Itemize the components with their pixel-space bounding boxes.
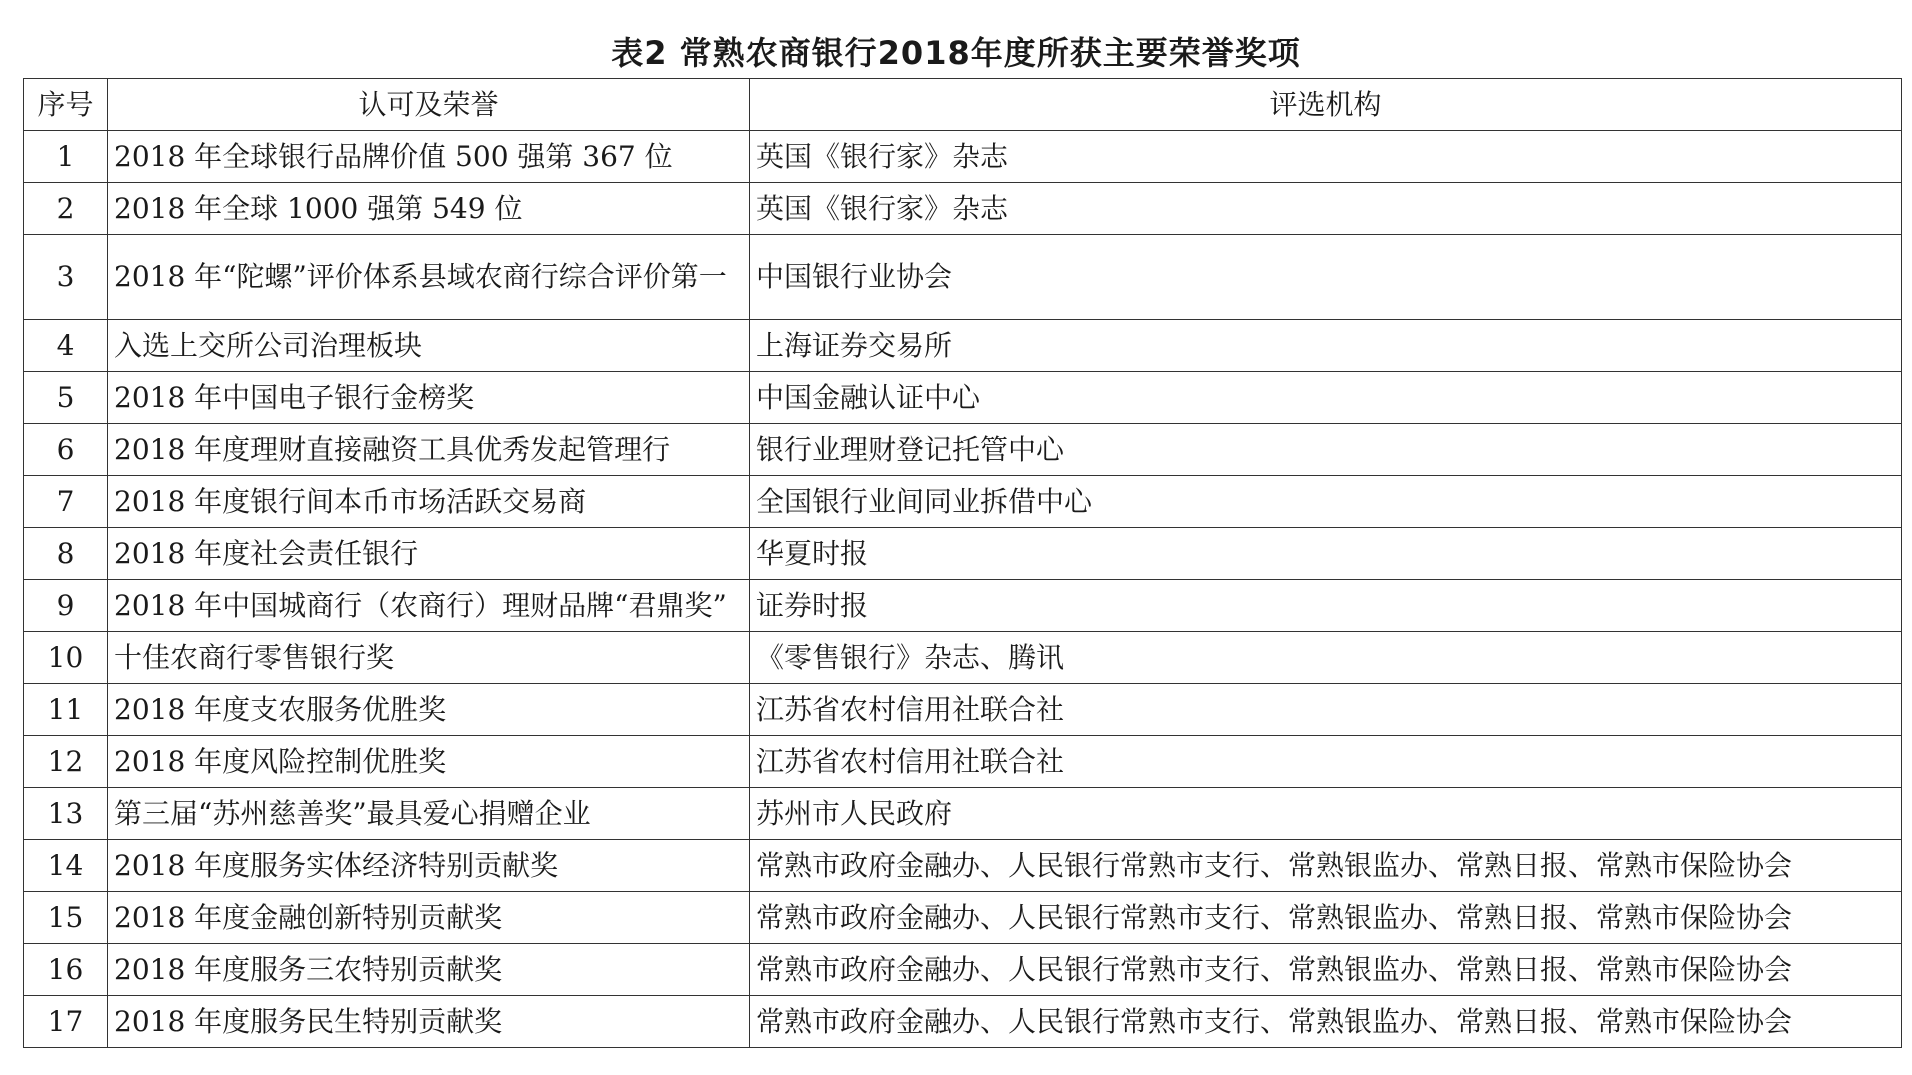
row-honor: 2018 年度社会责任银行 — [108, 528, 750, 580]
row-org: 苏州市人民政府 — [750, 788, 1902, 840]
row-org: 《零售银行》杂志、腾讯 — [750, 632, 1902, 684]
row-org: 常熟市政府金融办、人民银行常熟市支行、常熟银监办、常熟日报、常熟市保险协会 — [750, 944, 1902, 996]
row-org: 上海证券交易所 — [750, 320, 1902, 372]
row-org: 常熟市政府金融办、人民银行常熟市支行、常熟银监办、常熟日报、常熟市保险协会 — [750, 840, 1902, 892]
row-honor: 2018 年全球银行品牌价值 500 强第 367 位 — [108, 131, 750, 183]
row-org: 英国《银行家》杂志 — [750, 131, 1902, 183]
table-row — [24, 632, 1902, 684]
row-no: 5 — [24, 372, 108, 424]
row-no: 13 — [24, 788, 108, 840]
row-no: 11 — [24, 684, 108, 736]
row-org: 银行业理财登记托管中心 — [750, 424, 1902, 476]
row-no: 12 — [24, 736, 108, 788]
row-org: 中国金融认证中心 — [750, 372, 1902, 424]
row-no: 14 — [24, 840, 108, 892]
row-org: 证券时报 — [750, 580, 1902, 632]
header-no: 序号 — [24, 79, 108, 131]
row-no: 17 — [24, 996, 108, 1048]
row-honor: 2018 年度银行间本币市场活跃交易商 — [108, 476, 750, 528]
awards-table — [23, 78, 1902, 1048]
header-org: 评选机构 — [750, 79, 1902, 131]
table-row — [24, 736, 1902, 788]
row-org: 全国银行业间同业拆借中心 — [750, 476, 1902, 528]
row-org: 常熟市政府金融办、人民银行常熟市支行、常熟银监办、常熟日报、常熟市保险协会 — [750, 996, 1902, 1048]
table-row — [24, 528, 1902, 580]
table-row — [24, 235, 1902, 320]
row-org: 英国《银行家》杂志 — [750, 183, 1902, 235]
table-row — [24, 944, 1902, 996]
row-honor: 2018 年度风险控制优胜奖 — [108, 736, 750, 788]
row-no: 9 — [24, 580, 108, 632]
table-row — [24, 476, 1902, 528]
row-honor: 十佳农商行零售银行奖 — [108, 632, 750, 684]
row-honor: 2018 年度金融创新特别贡献奖 — [108, 892, 750, 944]
row-no: 1 — [24, 131, 108, 183]
header-honor: 认可及荣誉 — [108, 79, 750, 131]
table-row — [24, 788, 1902, 840]
row-honor: 2018 年“陀螺”评价体系县域农商行综合评价第一 — [108, 235, 750, 320]
table-row — [24, 996, 1902, 1048]
row-no: 10 — [24, 632, 108, 684]
table-row — [24, 684, 1902, 736]
row-honor: 第三届“苏州慈善奖”最具爱心捐赠企业 — [108, 788, 750, 840]
table-row — [24, 131, 1902, 183]
row-no: 7 — [24, 476, 108, 528]
row-honor: 2018 年全球 1000 强第 549 位 — [108, 183, 750, 235]
row-no: 15 — [24, 892, 108, 944]
row-org: 中国银行业协会 — [750, 235, 1902, 320]
table-row — [24, 424, 1902, 476]
table-row — [24, 892, 1902, 944]
row-no: 16 — [24, 944, 108, 996]
row-honor: 2018 年度服务三农特别贡献奖 — [108, 944, 750, 996]
row-org: 华夏时报 — [750, 528, 1902, 580]
table-row — [24, 372, 1902, 424]
row-honor: 2018 年度服务民生特别贡献奖 — [108, 996, 750, 1048]
table-row — [24, 320, 1902, 372]
row-org: 常熟市政府金融办、人民银行常熟市支行、常熟银监办、常熟日报、常熟市保险协会 — [750, 892, 1902, 944]
row-honor: 2018 年中国电子银行金榜奖 — [108, 372, 750, 424]
row-no: 3 — [24, 235, 108, 320]
row-honor: 2018 年度服务实体经济特别贡献奖 — [108, 840, 750, 892]
row-honor: 入选上交所公司治理板块 — [108, 320, 750, 372]
row-honor: 2018 年度理财直接融资工具优秀发起管理行 — [108, 424, 750, 476]
row-honor: 2018 年中国城商行（农商行）理财品牌“君鼎奖” — [108, 580, 750, 632]
table-header-row — [24, 79, 1902, 131]
row-no: 4 — [24, 320, 108, 372]
row-no: 6 — [24, 424, 108, 476]
row-org: 江苏省农村信用社联合社 — [750, 736, 1902, 788]
table-row — [24, 580, 1902, 632]
row-honor: 2018 年度支农服务优胜奖 — [108, 684, 750, 736]
table-caption: 表2 常熟农商银行2018年度所获主要荣誉奖项 — [611, 34, 1301, 72]
row-no: 2 — [24, 183, 108, 235]
table-row — [24, 183, 1902, 235]
table-row — [24, 840, 1902, 892]
row-no: 8 — [24, 528, 108, 580]
row-org: 江苏省农村信用社联合社 — [750, 684, 1902, 736]
